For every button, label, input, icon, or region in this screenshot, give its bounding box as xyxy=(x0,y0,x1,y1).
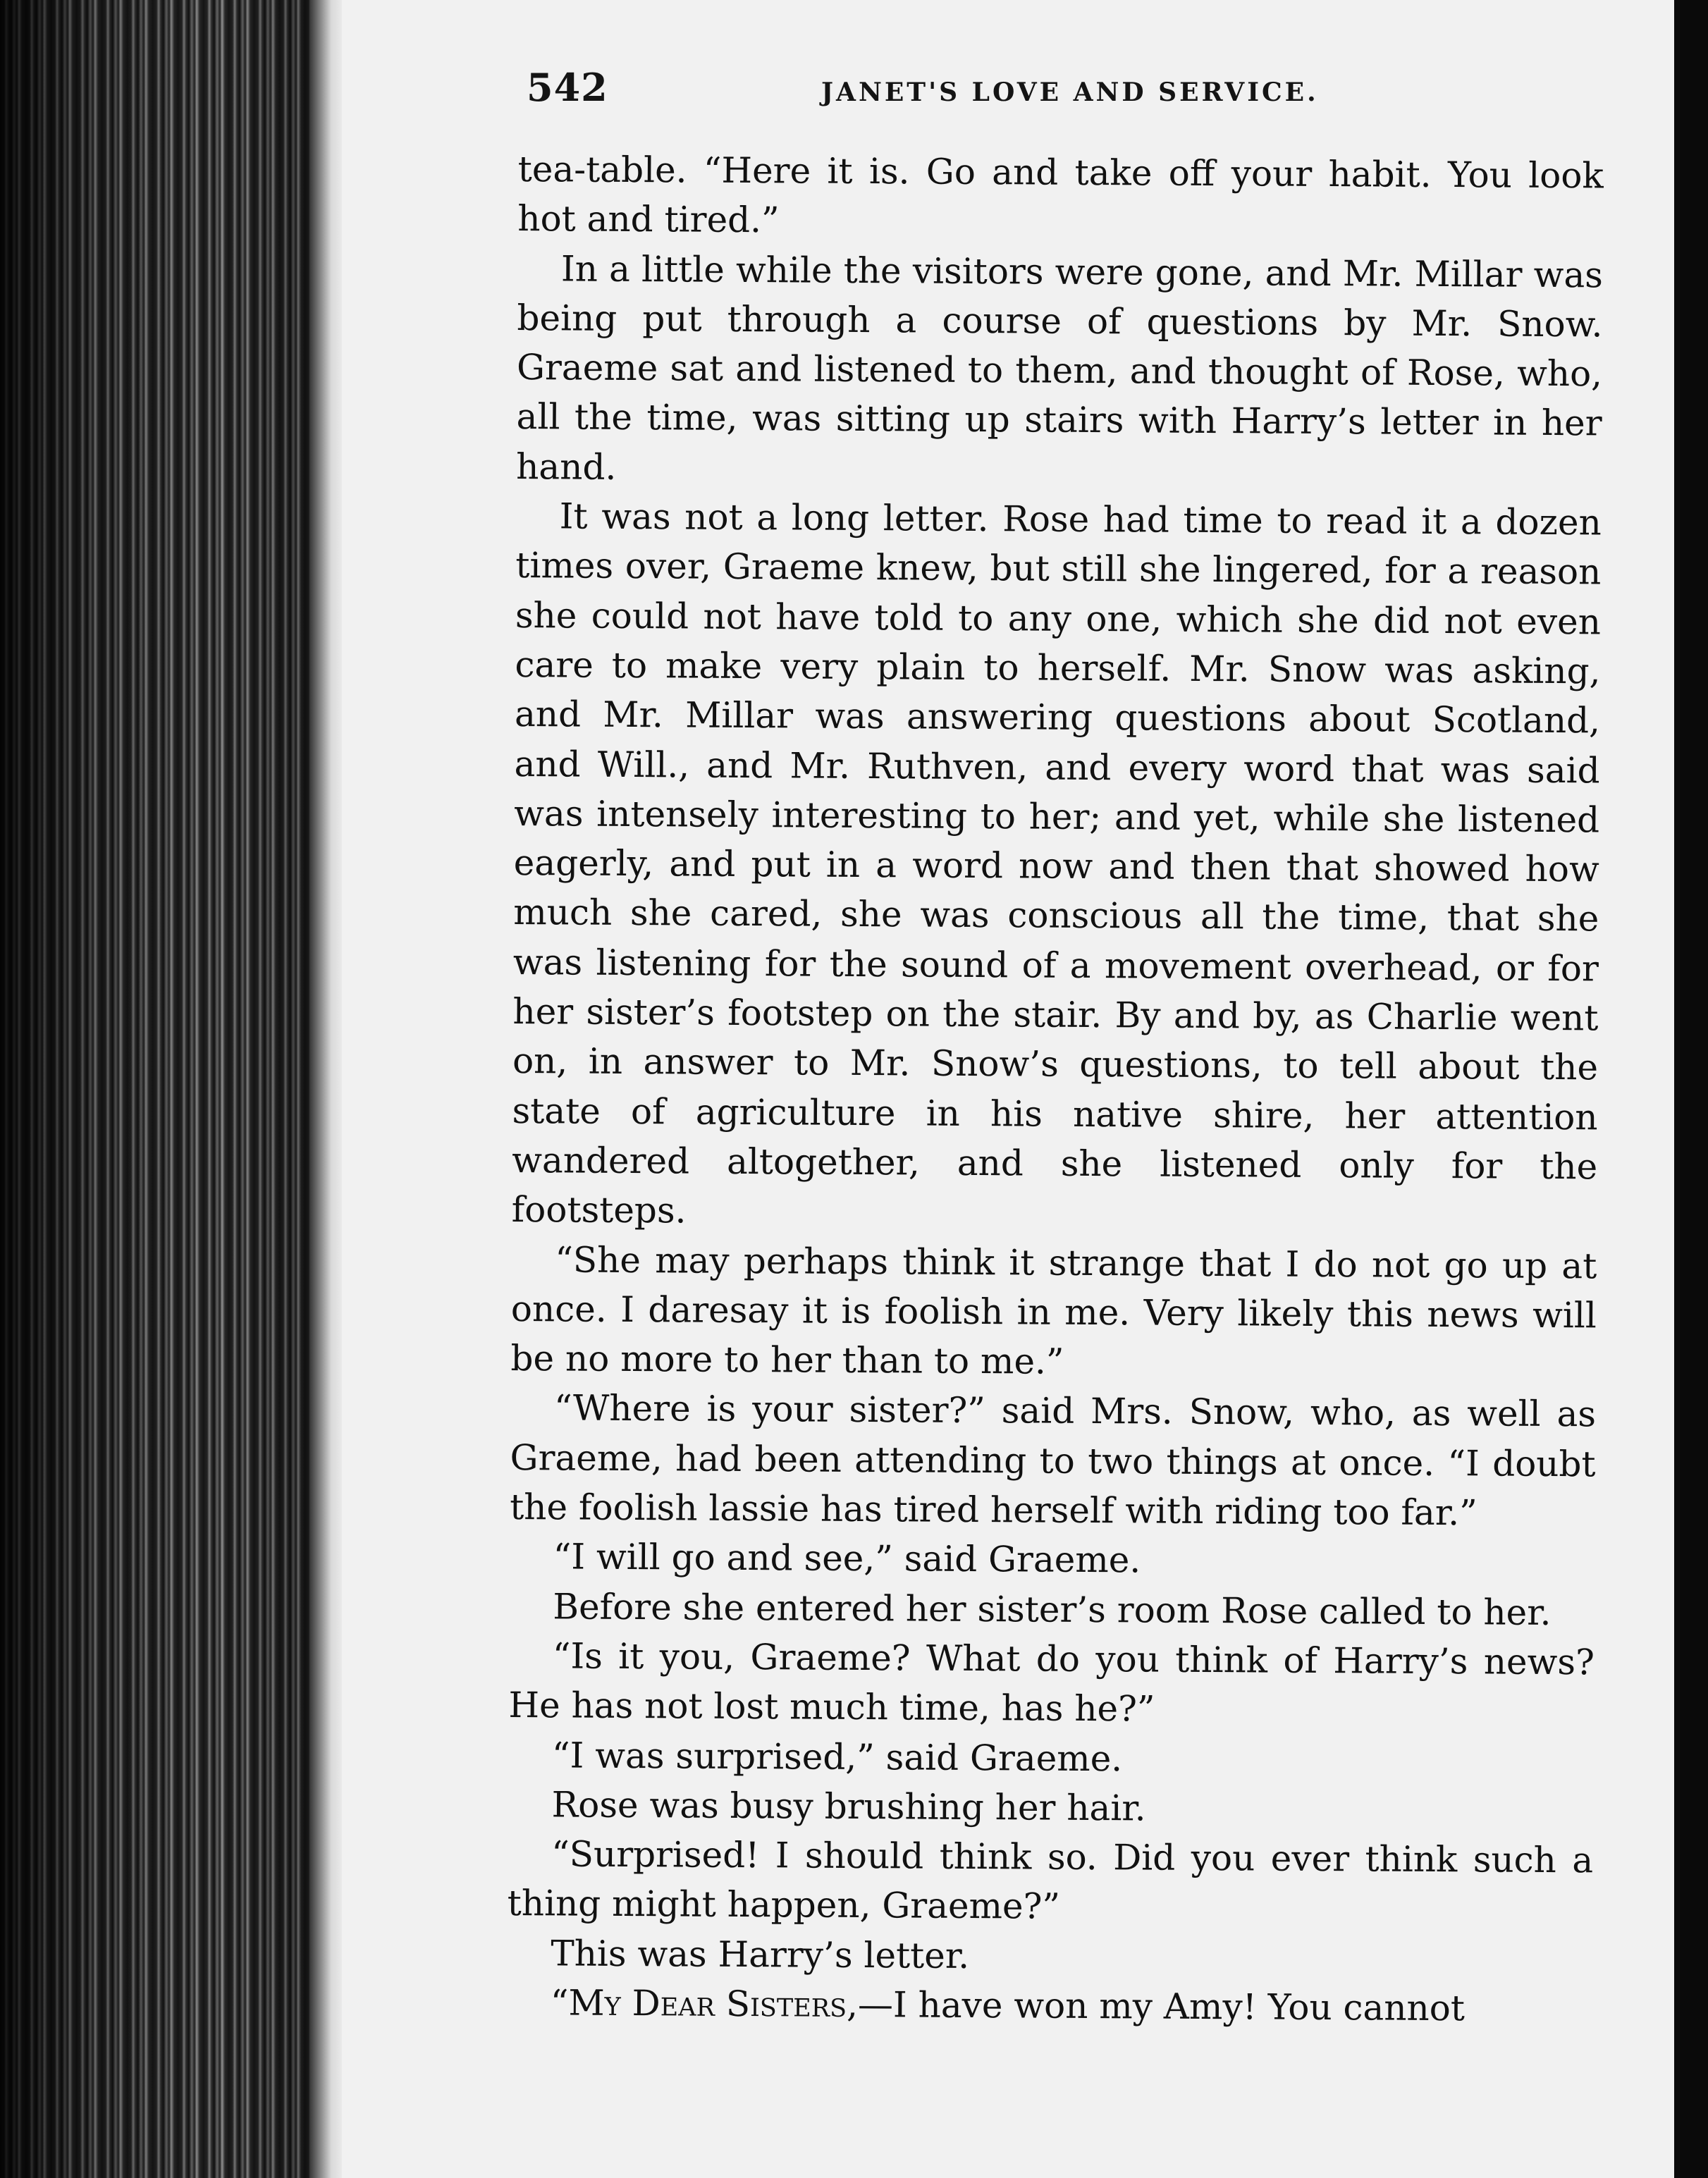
page-number: 542 xyxy=(527,65,608,110)
paragraph: This was Harry’s letter. xyxy=(551,1933,970,1976)
book-gutter xyxy=(310,0,345,2178)
paragraph: Before she entered her sister’s room Rose called to her. xyxy=(553,1585,1552,1633)
letter-text: —I have won my Amy! You cannot xyxy=(857,1983,1466,2029)
paragraph: “She may perhaps think it strange that I do not go up at once. I daresay it is foolish in me. Very likely this news will be no more to her than to me.” xyxy=(510,1238,1597,1382)
paragraph: “I will go and see,” said Graeme. xyxy=(553,1536,1141,1581)
book-page xyxy=(342,0,1674,2178)
letter-opening xyxy=(507,1978,1592,2034)
body-text xyxy=(507,144,1604,2034)
paragraph: “I was surprised,” said Graeme. xyxy=(551,1734,1123,1779)
running-title: JANET'S LOVE AND SERVICE. xyxy=(821,78,1319,107)
paragraph: “Where is your sister?” said Mrs. Snow, who, as well as Graeme, had been attending to two things at once. “I doubt the foolish lassie has tired herself with riding too far.” xyxy=(510,1387,1597,1534)
letter-salutation: “My Dear Sisters, xyxy=(550,1982,859,2025)
paragraph: “Is it you, Graeme? What do you think of Harry’s news? He has not lost much time, has he?” xyxy=(508,1635,1595,1730)
paragraph: In a little while the visitors were gone, and Mr. Millar was being put through a course of questions by Mr. Snow. Graeme sat and listened to them, and thought of Rose, who, all the time, was sitting up stairs with Harry’s letter in her hand. xyxy=(516,247,1604,488)
paragraph: It was not a long letter. Rose had time to read it a dozen times over, Graeme knew, but still she lingered, for a reason she could not have told to any one, which she did not even care to make very plain to herself. Mr. Snow was asking, and Mr. Millar was answering questions about Scotland, and Will., and Mr. Ruthven, and every word that was said was intensely interesting to her; and yet, while she listened eagerly, and put in a word now and then that showed how much she cared, she was conscious all the time, that she was listening for the sound of a movement overhead, or for her sister’s footstep on the stair. By and by, as Charlie went on, in answer to Mr. Snow’s questions, to tell about the state of agriculture in his native shire, her attention wandered altogether, and she listened only for the footsteps. xyxy=(511,496,1602,1231)
paragraph: “Surprised! I should think so. Did you ever think such a thing might happen, Graeme?” xyxy=(507,1833,1594,1928)
page-header xyxy=(342,0,1674,141)
paragraph: Rose was busy brushing her hair. xyxy=(551,1784,1146,1829)
page-edge-shadow xyxy=(0,0,317,2178)
paragraph: tea-table. “Here it is. Go and take off your habit. You look hot and tired.” xyxy=(517,148,1604,241)
scan-border xyxy=(1674,0,1708,2178)
